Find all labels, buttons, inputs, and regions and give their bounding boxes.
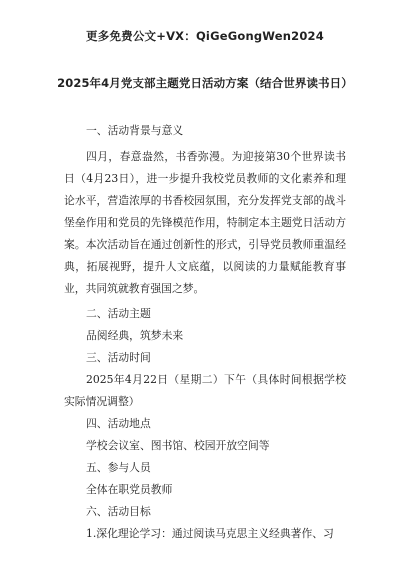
theme-text: 品阅经典，筑梦未来 [86,329,184,342]
time-text: 2025年4月22日（星期二）下午（具体时间根据学校实际情况调整） [64,373,346,408]
document-title: 2025年4月党支部主题党日活动方案（结合世界读书日） [57,76,353,90]
promo-header: 更多免费公文+VX：QiGeGongWen2024 [86,29,324,43]
document-body [64,120,346,545]
goal-item-1: 1.深化理论学习：通过阅读马克思主义经典著作、习 [86,527,334,540]
section-heading-time: 三、活动时间 [86,351,151,364]
section-heading-theme: 二、活动主题 [86,307,151,320]
section-heading-participants: 五、参与人员 [86,461,151,474]
section-heading-goals: 六、活动目标 [86,505,151,518]
background-paragraph: 四月，春意盎然，书香弥漫。为迎接第30个世界读书日（4月23日），进一步提升我校党员教师的文化素养和理论水平，营造浓厚的书香校园氛围，充分发挥党支部的战斗堡垒作用和党员的先锋模范作用，特制定本主题党日活动方案。本次活动旨在通过创新性的形式，引导党员教师重温经典，拓展视野，提升人文底蕴，以阅读的力量赋能教育事业，共同筑就教育强国之梦。 [64,150,346,295]
location-text: 学校会议室、图书馆、校园开放空间等 [86,439,270,452]
section-heading-background: 一、活动背景与意义 [86,124,184,137]
participants-text: 全体在职党员教师 [86,483,173,496]
section-heading-location: 四、活动地点 [86,417,151,430]
